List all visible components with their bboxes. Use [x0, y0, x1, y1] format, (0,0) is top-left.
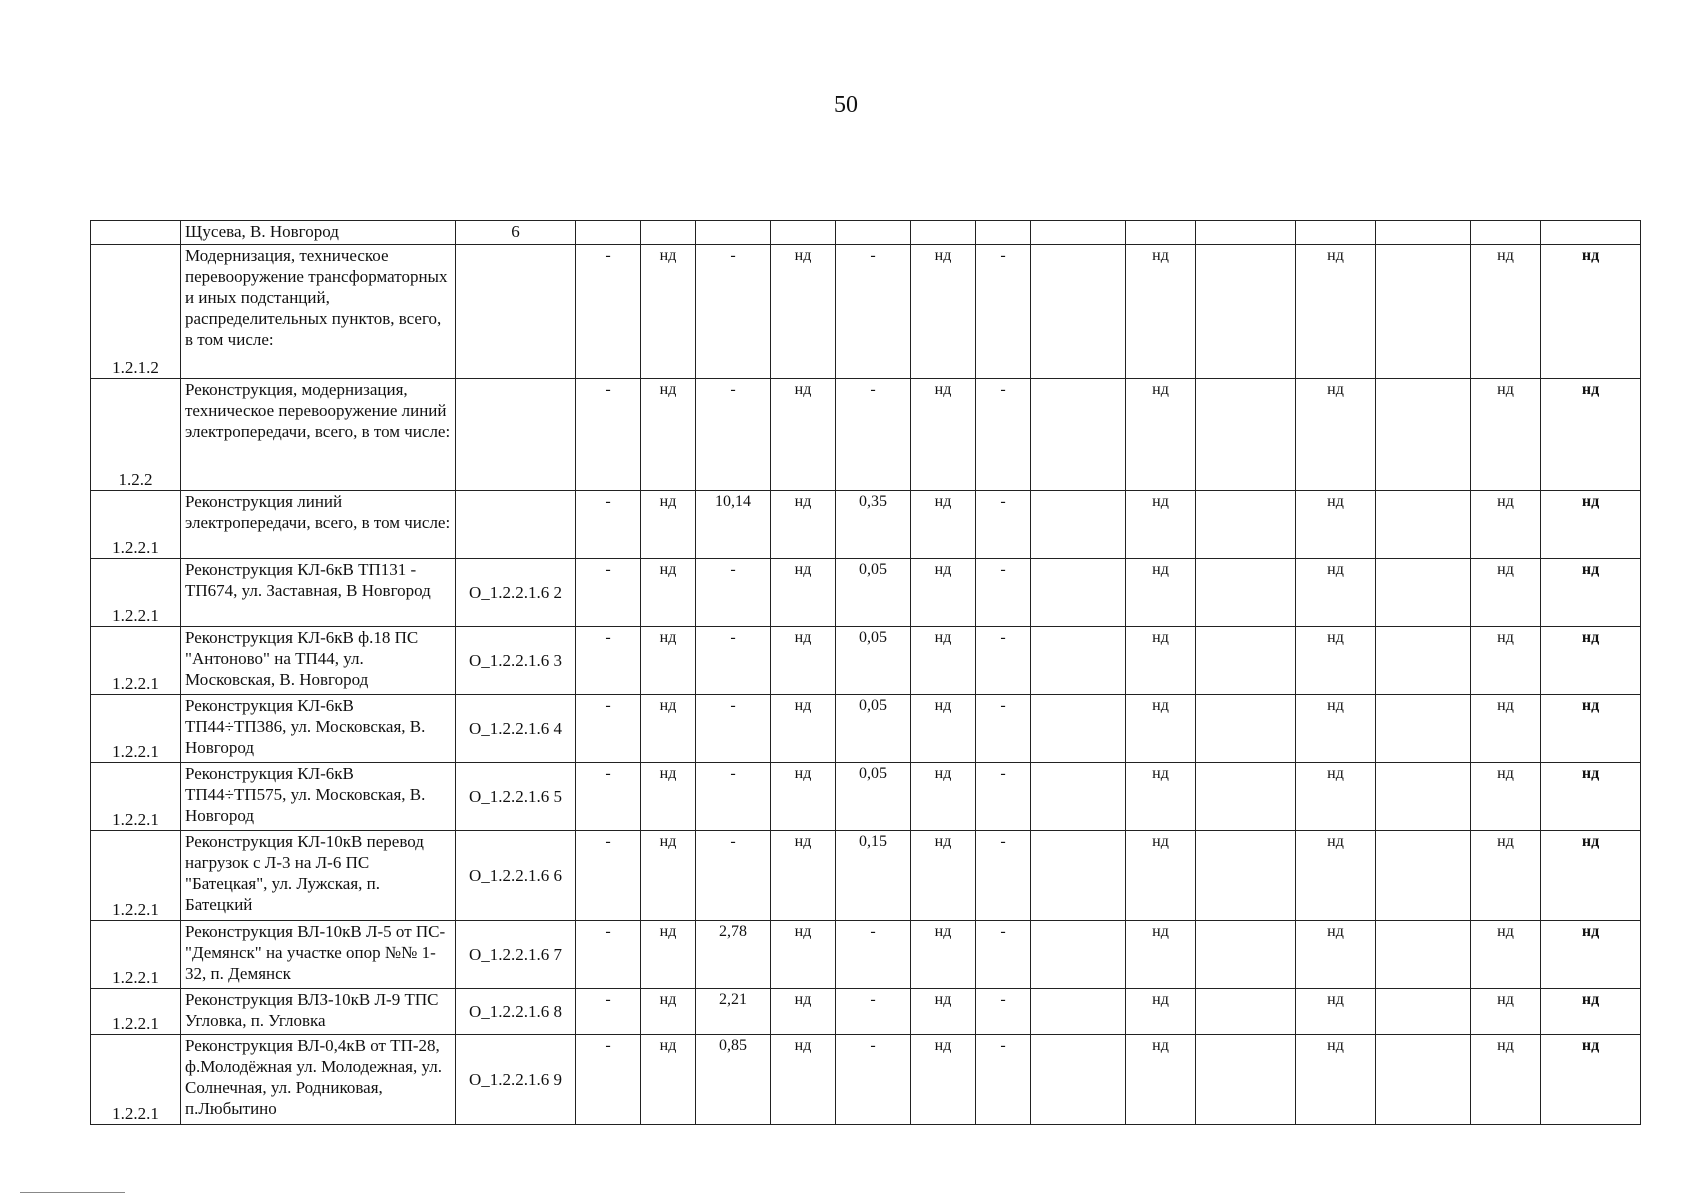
- value-cell: [641, 221, 696, 245]
- value-cell: [1376, 245, 1471, 379]
- value-cell: [1031, 491, 1126, 559]
- value-cell: нд: [641, 695, 696, 763]
- value-cell: нд: [1126, 831, 1196, 921]
- table-row: [91, 379, 1641, 491]
- value-cell: [1196, 379, 1296, 491]
- value-cell: нд: [1296, 763, 1376, 831]
- value-cell: нд: [1471, 695, 1541, 763]
- table-body: [91, 221, 1641, 1125]
- table-row: [91, 831, 1641, 921]
- value-cell: -: [696, 559, 771, 627]
- row-number-cell: 1.2.2.1: [91, 1035, 181, 1125]
- value-cell: нд: [641, 921, 696, 989]
- row-name-cell: Реконструкция КЛ-6кВ ТП44÷ТП386, ул. Московская, В. Новгород: [181, 695, 456, 763]
- value-cell: нд: [641, 379, 696, 491]
- row-code-cell: [456, 491, 576, 559]
- row-name-cell: Модернизация, техническое перевооружение трансформаторных и иных подстанций, распределительных пунктов, всего, в том числе:: [181, 245, 456, 379]
- value-cell: нд: [1296, 245, 1376, 379]
- value-cell: нд: [1126, 559, 1196, 627]
- value-cell: нд: [771, 627, 836, 695]
- value-cell: нд: [1296, 695, 1376, 763]
- value-cell: нд: [1541, 245, 1641, 379]
- value-cell: [1296, 221, 1376, 245]
- row-code-cell: О_1.2.2.1.6 7: [456, 921, 576, 989]
- value-cell: -: [976, 1035, 1031, 1125]
- value-cell: [1541, 221, 1641, 245]
- value-cell: -: [696, 763, 771, 831]
- value-cell: [911, 221, 976, 245]
- value-cell: нд: [1541, 559, 1641, 627]
- row-name-cell: Реконструкция КЛ-10кВ перевод нагрузок с Л-3 на Л-6 ПС "Батецкая", ул. Лужская, п. Батецкий: [181, 831, 456, 921]
- value-cell: [976, 221, 1031, 245]
- value-cell: нд: [911, 627, 976, 695]
- table-row: [91, 763, 1641, 831]
- row-number-cell: 1.2.2.1: [91, 695, 181, 763]
- value-cell: нд: [641, 245, 696, 379]
- table-row: [91, 559, 1641, 627]
- value-cell: [576, 221, 641, 245]
- value-cell: нд: [771, 763, 836, 831]
- value-cell: нд: [1541, 627, 1641, 695]
- row-number-cell: 1.2.2.1: [91, 763, 181, 831]
- value-cell: нд: [1471, 989, 1541, 1035]
- value-cell: 2,21: [696, 989, 771, 1035]
- value-cell: нд: [1126, 491, 1196, 559]
- value-cell: [1031, 559, 1126, 627]
- value-cell: [1376, 627, 1471, 695]
- value-cell: нд: [641, 831, 696, 921]
- value-cell: [1031, 245, 1126, 379]
- value-cell: [1196, 559, 1296, 627]
- value-cell: [1196, 491, 1296, 559]
- value-cell: [1196, 245, 1296, 379]
- row-name-cell: Реконструкция, модернизация, техническое перевооружение линий электропередачи, всего, в том числе:: [181, 379, 456, 491]
- table-row: [91, 491, 1641, 559]
- value-cell: -: [976, 763, 1031, 831]
- value-cell: 10,14: [696, 491, 771, 559]
- row-number-cell: 1.2.2.1: [91, 989, 181, 1035]
- value-cell: 0,05: [836, 695, 911, 763]
- row-code-cell: О_1.2.2.1.6 9: [456, 1035, 576, 1125]
- table-row: [91, 221, 1641, 245]
- value-cell: нд: [1471, 1035, 1541, 1125]
- row-name-cell: Реконструкция ВЛ-0,4кВ от ТП-28, ф.Молодёжная ул. Молодежная, ул. Солнечная, ул. Родниковая, п.Любытино: [181, 1035, 456, 1125]
- row-code-cell: [456, 379, 576, 491]
- value-cell: [1196, 627, 1296, 695]
- row-number-cell: 1.2.2.1: [91, 491, 181, 559]
- value-cell: нд: [641, 559, 696, 627]
- value-cell: 0,35: [836, 491, 911, 559]
- value-cell: нд: [1541, 379, 1641, 491]
- value-cell: нд: [1126, 245, 1196, 379]
- value-cell: [1031, 763, 1126, 831]
- value-cell: нд: [641, 1035, 696, 1125]
- value-cell: нд: [911, 763, 976, 831]
- value-cell: нд: [1471, 491, 1541, 559]
- table-row: [91, 921, 1641, 989]
- value-cell: -: [696, 379, 771, 491]
- value-cell: [1376, 491, 1471, 559]
- value-cell: 0,05: [836, 627, 911, 695]
- footer-divider: [20, 1192, 125, 1193]
- value-cell: [1031, 831, 1126, 921]
- value-cell: [1376, 221, 1471, 245]
- value-cell: нд: [1126, 763, 1196, 831]
- value-cell: -: [976, 627, 1031, 695]
- row-code-cell: О_1.2.2.1.6 8: [456, 989, 576, 1035]
- value-cell: [836, 221, 911, 245]
- value-cell: -: [576, 559, 641, 627]
- value-cell: [1376, 763, 1471, 831]
- value-cell: -: [836, 379, 911, 491]
- row-code-cell: О_1.2.2.1.6 6: [456, 831, 576, 921]
- value-cell: [1376, 1035, 1471, 1125]
- value-cell: -: [696, 831, 771, 921]
- value-cell: -: [696, 695, 771, 763]
- page-number: 50: [834, 92, 858, 118]
- value-cell: -: [976, 245, 1031, 379]
- value-cell: -: [976, 379, 1031, 491]
- value-cell: нд: [1126, 379, 1196, 491]
- value-cell: [1031, 221, 1126, 245]
- row-name-cell: Реконструкция ВЛ-10кВ Л-5 от ПС- "Демянск" на участке опор №№ 1-32, п. Демянск: [181, 921, 456, 989]
- value-cell: нд: [771, 989, 836, 1035]
- value-cell: [1031, 1035, 1126, 1125]
- row-name-cell: Реконструкция КЛ-6кВ ф.18 ПС "Антоново" на ТП44, ул. Московская, В. Новгород: [181, 627, 456, 695]
- value-cell: [1031, 627, 1126, 695]
- value-cell: нд: [641, 627, 696, 695]
- value-cell: нд: [911, 831, 976, 921]
- row-number-cell: 1.2.2.1: [91, 921, 181, 989]
- value-cell: нд: [1296, 831, 1376, 921]
- value-cell: нд: [1541, 921, 1641, 989]
- value-cell: -: [576, 831, 641, 921]
- value-cell: -: [576, 695, 641, 763]
- row-number-cell: 1.2.2.1: [91, 559, 181, 627]
- value-cell: нд: [1541, 695, 1641, 763]
- value-cell: нд: [911, 379, 976, 491]
- value-cell: нд: [771, 695, 836, 763]
- value-cell: -: [836, 1035, 911, 1125]
- value-cell: нд: [771, 559, 836, 627]
- value-cell: [1196, 1035, 1296, 1125]
- table-row: [91, 627, 1641, 695]
- row-code-cell: О_1.2.2.1.6 3: [456, 627, 576, 695]
- value-cell: нд: [771, 831, 836, 921]
- value-cell: -: [976, 559, 1031, 627]
- value-cell: нд: [1296, 491, 1376, 559]
- row-number-cell: 1.2.2: [91, 379, 181, 491]
- value-cell: -: [976, 989, 1031, 1035]
- value-cell: нд: [771, 921, 836, 989]
- value-cell: -: [576, 989, 641, 1035]
- row-number-cell: 1.2.2.1: [91, 627, 181, 695]
- value-cell: [1196, 695, 1296, 763]
- value-cell: [1196, 221, 1296, 245]
- value-cell: [771, 221, 836, 245]
- value-cell: -: [576, 627, 641, 695]
- value-cell: -: [696, 627, 771, 695]
- value-cell: нд: [911, 245, 976, 379]
- value-cell: нд: [911, 921, 976, 989]
- value-cell: -: [696, 245, 771, 379]
- value-cell: нд: [1471, 559, 1541, 627]
- value-cell: -: [576, 1035, 641, 1125]
- row-number-cell: [91, 221, 181, 245]
- value-cell: нд: [1471, 831, 1541, 921]
- row-code-cell: 6: [456, 221, 576, 245]
- value-cell: 0,05: [836, 559, 911, 627]
- row-code-cell: О_1.2.2.1.6 2: [456, 559, 576, 627]
- value-cell: нд: [641, 491, 696, 559]
- value-cell: нд: [911, 559, 976, 627]
- value-cell: -: [976, 491, 1031, 559]
- value-cell: [1376, 695, 1471, 763]
- value-cell: нд: [1126, 695, 1196, 763]
- value-cell: 2,78: [696, 921, 771, 989]
- value-cell: нд: [911, 491, 976, 559]
- value-cell: нд: [911, 989, 976, 1035]
- row-code-cell: [456, 245, 576, 379]
- table-row: [91, 1035, 1641, 1125]
- value-cell: нд: [1296, 1035, 1376, 1125]
- value-cell: -: [576, 763, 641, 831]
- value-cell: -: [976, 695, 1031, 763]
- table-row: [91, 245, 1641, 379]
- value-cell: нд: [1541, 763, 1641, 831]
- value-cell: нд: [1471, 921, 1541, 989]
- value-cell: нд: [1126, 989, 1196, 1035]
- value-cell: нд: [1471, 627, 1541, 695]
- value-cell: нд: [1541, 989, 1641, 1035]
- value-cell: 0,15: [836, 831, 911, 921]
- value-cell: 0,85: [696, 1035, 771, 1125]
- value-cell: нд: [771, 491, 836, 559]
- value-cell: [1376, 921, 1471, 989]
- value-cell: -: [576, 491, 641, 559]
- value-cell: [1196, 989, 1296, 1035]
- value-cell: [696, 221, 771, 245]
- value-cell: нд: [1296, 559, 1376, 627]
- value-cell: -: [976, 921, 1031, 989]
- value-cell: нд: [1296, 379, 1376, 491]
- value-cell: нд: [1541, 831, 1641, 921]
- table-row: [91, 695, 1641, 763]
- row-number-cell: 1.2.2.1: [91, 831, 181, 921]
- value-cell: -: [576, 379, 641, 491]
- value-cell: [1196, 763, 1296, 831]
- value-cell: [1031, 379, 1126, 491]
- investment-table: [90, 220, 1641, 1125]
- value-cell: нд: [771, 379, 836, 491]
- value-cell: -: [976, 831, 1031, 921]
- value-cell: -: [836, 921, 911, 989]
- value-cell: нд: [1126, 921, 1196, 989]
- value-cell: -: [576, 245, 641, 379]
- value-cell: [1471, 221, 1541, 245]
- value-cell: [1031, 695, 1126, 763]
- value-cell: нд: [911, 695, 976, 763]
- value-cell: нд: [1541, 491, 1641, 559]
- value-cell: нд: [1126, 1035, 1196, 1125]
- value-cell: [1031, 921, 1126, 989]
- value-cell: нд: [1471, 245, 1541, 379]
- value-cell: -: [836, 245, 911, 379]
- value-cell: [1031, 989, 1126, 1035]
- value-cell: нд: [641, 989, 696, 1035]
- value-cell: [1376, 831, 1471, 921]
- value-cell: нд: [1296, 989, 1376, 1035]
- row-name-cell: Реконструкция КЛ-6кВ ТП131 - ТП674, ул. Заставная, В Новгород: [181, 559, 456, 627]
- row-name-cell: Реконструкция линий электропередачи, всего, в том числе:: [181, 491, 456, 559]
- value-cell: нд: [1296, 921, 1376, 989]
- value-cell: [1196, 831, 1296, 921]
- value-cell: нд: [641, 763, 696, 831]
- value-cell: [1126, 221, 1196, 245]
- row-name-cell: Щусева, В. Новгород: [181, 221, 456, 245]
- value-cell: [1376, 559, 1471, 627]
- value-cell: [1376, 379, 1471, 491]
- value-cell: нд: [771, 1035, 836, 1125]
- value-cell: нд: [1296, 627, 1376, 695]
- value-cell: -: [576, 921, 641, 989]
- value-cell: -: [836, 989, 911, 1035]
- value-cell: [1376, 989, 1471, 1035]
- value-cell: нд: [911, 1035, 976, 1125]
- row-name-cell: Реконструкция КЛ-6кВ ТП44÷ТП575, ул. Московская, В. Новгород: [181, 763, 456, 831]
- value-cell: нд: [1471, 379, 1541, 491]
- value-cell: нд: [771, 245, 836, 379]
- row-number-cell: 1.2.1.2: [91, 245, 181, 379]
- value-cell: [1196, 921, 1296, 989]
- value-cell: нд: [1541, 1035, 1641, 1125]
- row-code-cell: О_1.2.2.1.6 4: [456, 695, 576, 763]
- value-cell: нд: [1471, 763, 1541, 831]
- row-code-cell: О_1.2.2.1.6 5: [456, 763, 576, 831]
- value-cell: нд: [1126, 627, 1196, 695]
- table-row: [91, 989, 1641, 1035]
- row-name-cell: Реконструкция ВЛЗ-10кВ Л-9 ТПС Угловка, п. Угловка: [181, 989, 456, 1035]
- value-cell: 0,05: [836, 763, 911, 831]
